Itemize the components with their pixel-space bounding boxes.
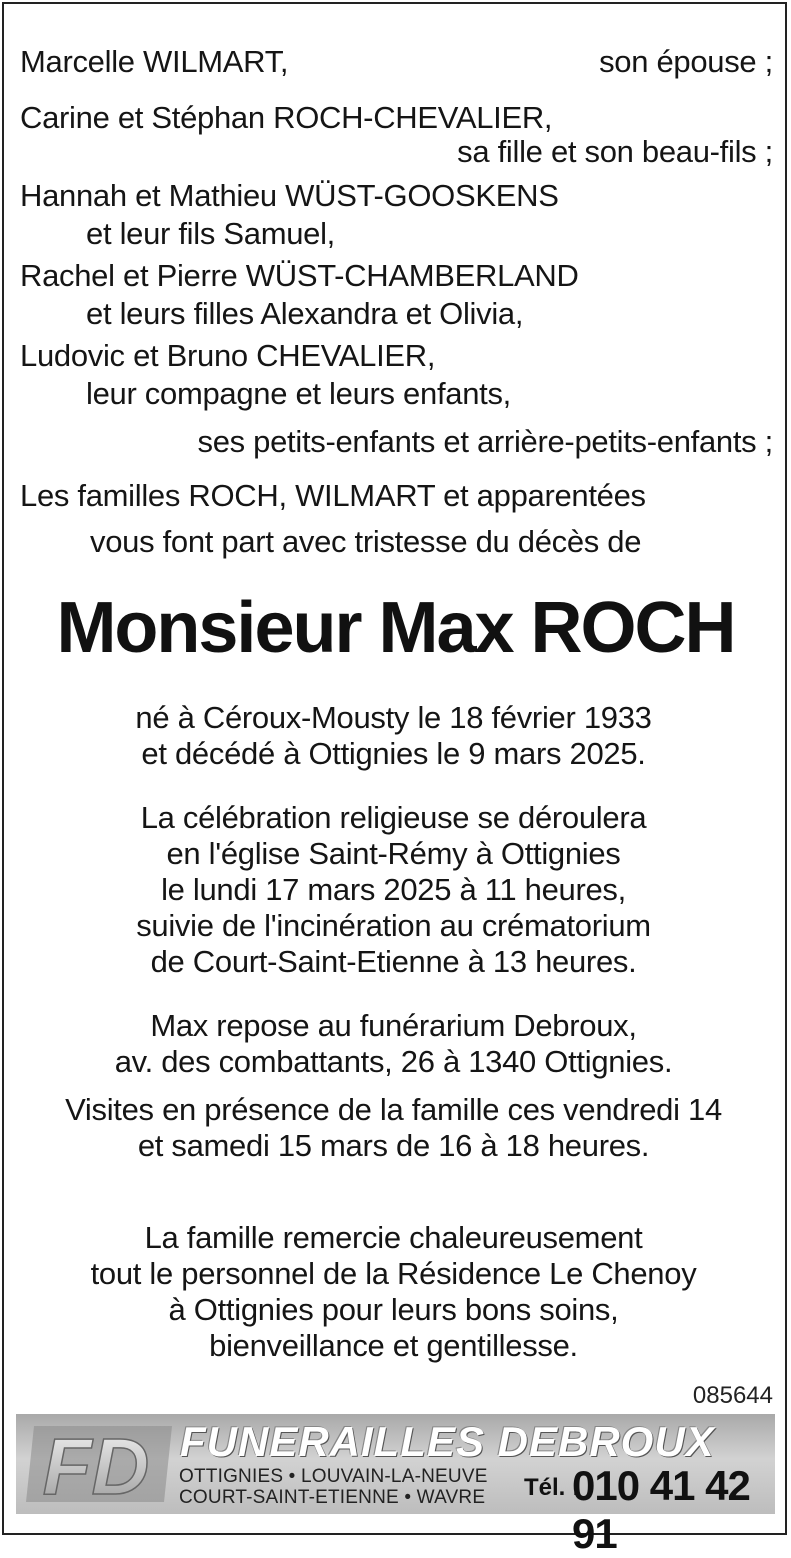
funeral-home-name: FUNERAILLES DEBROUX <box>180 1418 715 1465</box>
family-line-5: Rachel et Pierre WÜST-CHAMBERLAND <box>20 258 579 293</box>
family-line-2-name: Carine et Stéphan ROCH-CHEVALIER, <box>20 100 553 135</box>
visits-line-1: Visites en présence de la famille ces vendredi 14 <box>65 1092 722 1127</box>
family-line-9: ses petits-enfants et arrière-petits-enfants ; <box>197 424 773 459</box>
family-line-7: Ludovic et Bruno CHEVALIER, <box>20 338 436 373</box>
family-line-8: leur compagne et leurs enfants, <box>86 376 511 411</box>
svg-text:FD: FD <box>42 1422 150 1511</box>
thanks-line-1: La famille remercie chaleureusement <box>144 1220 643 1255</box>
thanks-line-2: tout le personnel de la Résidence Le Chenoy <box>90 1256 697 1291</box>
phone-number: 010 41 42 91 <box>572 1462 750 1557</box>
deceased-name: Monsieur Max ROCH <box>56 588 735 668</box>
repose-line-2: av. des combattants, 26 à 1340 Ottignies. <box>114 1044 673 1079</box>
family-line-2-role: sa fille et son beau-fils ; <box>457 134 773 169</box>
funeral-home-banner <box>16 1414 775 1557</box>
reference-number: 085644 <box>692 1382 773 1409</box>
thanks-line-4: bienveillance et gentillesse. <box>209 1328 578 1363</box>
family-line-1-name: Marcelle WILMART, <box>20 44 289 79</box>
phone-label: Tél. : <box>524 1474 581 1501</box>
funeral-home-locations-2: COURT-SAINT-ETIENNE • WAVRE <box>179 1487 486 1508</box>
family-line-1-role: son épouse ; <box>599 44 773 79</box>
visits-line-2: et samedi 15 mars de 16 à 18 heures. <box>137 1128 650 1163</box>
repose-line-1: Max repose au funérarium Debroux, <box>150 1008 637 1043</box>
birth-line: né à Céroux-Mousty le 18 février 1933 <box>135 700 652 735</box>
family-line-6: et leurs filles Alexandra et Olivia, <box>86 296 524 331</box>
fd-logo-icon <box>24 1422 174 1511</box>
family-line-10: Les familles ROCH, WILMART et apparentées <box>20 478 646 513</box>
death-line: et décédé à Ottignies le 9 mars 2025. <box>141 736 646 771</box>
family-line-11: vous font part avec tristesse du décès de <box>90 524 642 559</box>
thanks-line-3: à Ottignies pour leurs bons soins, <box>168 1292 619 1327</box>
funeral-home-locations-1: OTTIGNIES • LOUVAIN-LA-NEUVE <box>179 1466 488 1487</box>
ceremony-line-1: La célébration religieuse se déroulera <box>140 800 647 835</box>
ceremony-line-3: le lundi 17 mars 2025 à 11 heures, <box>161 872 626 907</box>
ceremony-line-4: suivie de l'incinération au crématorium <box>136 908 651 943</box>
ceremony-line-2: en l'église Saint-Rémy à Ottignies <box>166 836 621 871</box>
family-line-4: et leur fils Samuel, <box>86 216 335 251</box>
family-line-3: Hannah et Mathieu WÜST-GOOSKENS <box>20 178 559 213</box>
ceremony-line-5: de Court-Saint-Etienne à 13 heures. <box>150 944 637 979</box>
